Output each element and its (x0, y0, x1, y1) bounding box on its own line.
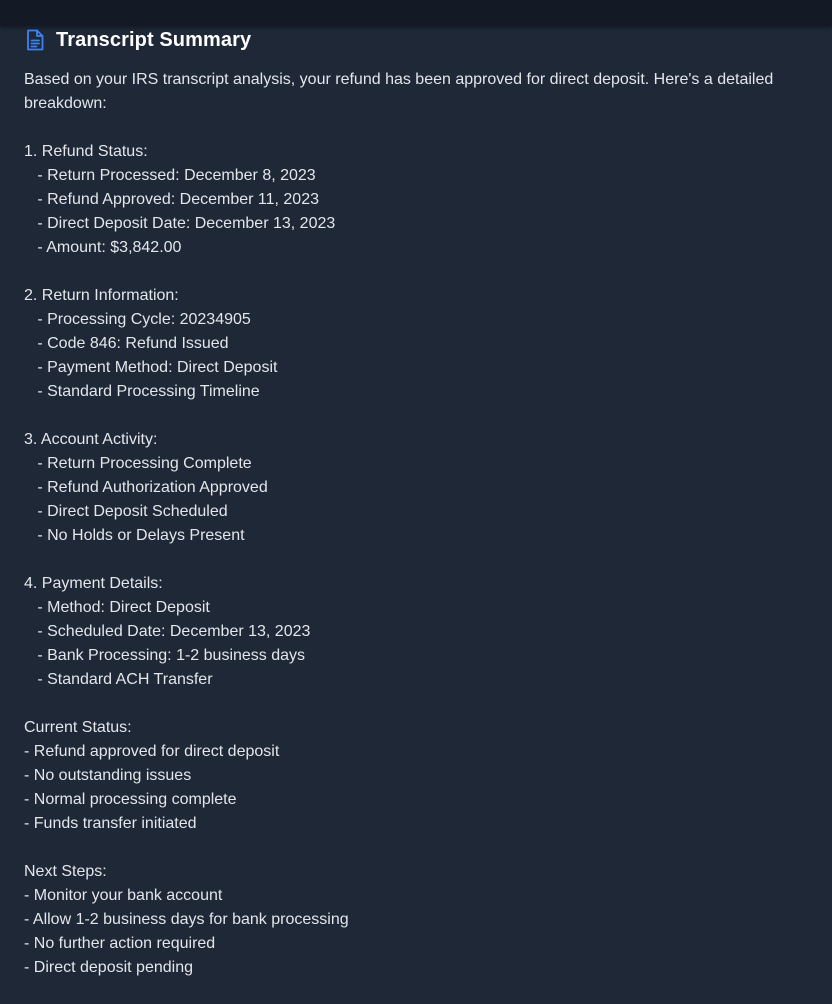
summary-title: Transcript Summary (56, 28, 252, 51)
document-icon (24, 28, 46, 52)
transcript-summary-card (0, 26, 832, 1004)
summary-body: Based on your IRS transcript analysis, your refund has been approved for direct deposit. Here's a detailed breakdown: 1. Refund Status: - Return Processed: December 8, 2023 - Refund Approved: December 11, 2023 - Direct Deposit Date: December 13, 2023 - Amount: $3,842.00 2. Return Information: - Processing Cycle: 20234905 - Code 846: Refund Issued - Payment Method: Direct Deposit - Standard Processing Timeline 3. Account Activity: - Return Processing Complete - Refund Authorization Approved - Direct Deposit Scheduled - No Holds or Delays Present 4. Payment Details: - Method: Direct Deposit - Scheduled Date: December 13, 2023 - Bank Processing: 1-2 business days - Standard ACH Transfer Current Status: - Refund approved for direct deposit - No outstanding issues - Normal processing complete - Funds transfer initiated Next Steps: - Monitor your bank account - Allow 1-2 business days for bank processing - No further action required - Direct deposit pending (24, 71, 774, 976)
summary-header (24, 27, 251, 53)
top-bar (0, 0, 832, 26)
